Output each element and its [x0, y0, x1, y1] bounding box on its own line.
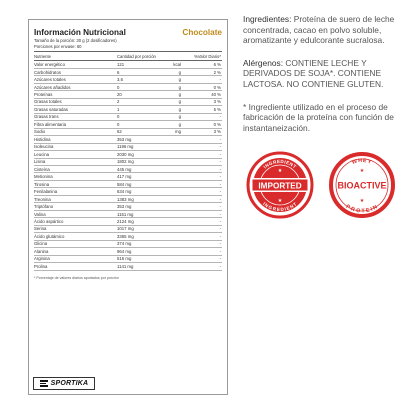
- nutrient-amount: [117, 144, 181, 149]
- nutrient-amount: [117, 129, 181, 134]
- imported-arc-top: INGREDIENT: [262, 158, 298, 170]
- daily-value: 0 %: [213, 121, 221, 127]
- daily-value: -: [219, 174, 221, 180]
- nutrient-amount: [117, 99, 181, 104]
- amount-value: 445 mg: [117, 166, 132, 172]
- table-header: [34, 52, 222, 61]
- nutrient-amount: [117, 62, 181, 67]
- amount-value: 417 mg: [117, 174, 132, 180]
- amount-value: 1196 mg: [117, 144, 134, 150]
- amount-unit: g: [178, 69, 181, 75]
- daily-value: 3 %: [213, 99, 221, 105]
- amount-value: 516 mg: [117, 256, 132, 262]
- nutrient-amount: [117, 256, 181, 261]
- nutrient-name: Arginina: [34, 256, 50, 262]
- badges: [245, 150, 405, 240]
- amount-value: 634 mg: [117, 189, 132, 195]
- amount-value: 1383 mg: [117, 196, 134, 202]
- table-row: [34, 248, 222, 255]
- amount-value: 2: [117, 99, 120, 105]
- bioactive-arc-top: WHEY: [351, 157, 373, 166]
- serving-size-label: Tamaño de la porción:: [34, 38, 76, 43]
- amount-value: 3,6: [117, 77, 123, 83]
- bioactive-star-bottom-icon: ★: [359, 198, 365, 204]
- nutrient-name: Tirosina: [34, 181, 50, 187]
- daily-value: -: [219, 144, 221, 150]
- bioactive-star-top-icon: ★: [359, 168, 365, 174]
- nutrient-name: Fenilalanina: [34, 189, 58, 195]
- amount-unit: g: [178, 84, 181, 90]
- ingredient-note: * Ingrediente utilizado en el proceso de fabricación de la proteína con función de instantaneización.: [243, 101, 394, 133]
- daily-value: 5 %: [213, 106, 221, 112]
- servings-value: 60: [76, 44, 82, 50]
- table-row: [34, 159, 222, 166]
- amount-value: 1141 mg: [117, 263, 134, 269]
- brand-mark-icon: [40, 380, 48, 386]
- nutrient-name: Histidina: [34, 136, 51, 142]
- amount-value: 3365 mg: [117, 233, 134, 239]
- imported-text: IMPORTED: [258, 181, 302, 191]
- amount-unit: g: [178, 106, 181, 112]
- amount-unit: g: [178, 92, 181, 98]
- nutrient-name: Triptófano: [34, 204, 54, 210]
- daily-value: -: [219, 151, 221, 157]
- daily-value: -: [219, 159, 221, 165]
- nutrient-amount: [117, 197, 181, 202]
- nutrient-name: Azúcares añadidos: [34, 84, 71, 90]
- servings-label: Porciones por envase:: [34, 44, 76, 50]
- table-row: [34, 233, 222, 240]
- nutrient-amount: [117, 226, 181, 231]
- nutrient-name: Azúcares totales: [34, 77, 66, 83]
- imported-star-bottom-icon: ★: [277, 198, 283, 204]
- daily-value: 0 %: [213, 84, 221, 90]
- nutrient-amount: [117, 174, 181, 179]
- nutrient-amount: [117, 137, 181, 142]
- table-row: [34, 129, 222, 136]
- nutrient-name: Cisteína: [34, 166, 50, 172]
- amount-value: 1: [117, 106, 120, 112]
- flavor-label: Chocolate: [182, 28, 222, 37]
- table-row: [34, 181, 222, 188]
- daily-value: -: [219, 196, 221, 202]
- amount-value: 2030 mg: [117, 151, 134, 157]
- ingredients-label: Ingredientes:: [243, 14, 292, 24]
- amount-value: 584 mg: [117, 181, 132, 187]
- serving-size: [34, 38, 222, 43]
- bioactive-text: BIOACTIVE: [337, 180, 387, 191]
- ingredients-text: Proteína de suero de leche concentrada, cacao en polvo soluble, aromatizante y edulcorante sucralosa.: [243, 14, 395, 46]
- amount-value: 0: [117, 114, 120, 120]
- table-row: [34, 151, 222, 158]
- nutrition-title: Información Nutricional: [34, 28, 126, 37]
- nutrient-amount: [117, 159, 181, 164]
- nutrient-name: Valor energético: [34, 62, 65, 68]
- nutrient-amount: [117, 122, 181, 127]
- amount-value: 121: [117, 62, 125, 68]
- imported-star-top-icon: ★: [277, 168, 283, 174]
- amount-value: 1017 mg: [117, 226, 134, 232]
- table-row: [34, 99, 222, 106]
- nutrient-name: Carbohidratos: [34, 69, 61, 75]
- nutrient-name: Serina: [34, 226, 47, 232]
- amount-value: 0: [117, 84, 120, 90]
- brand-name: SPORTIKA: [50, 380, 89, 387]
- amount-value: 0: [117, 121, 120, 127]
- nutrient-name: Alanina: [34, 248, 49, 254]
- ingredients-column: [243, 14, 403, 145]
- nutrient-name: Leucina: [34, 151, 50, 157]
- nutrient-amount: [117, 152, 181, 157]
- amount-value: 374 mg: [117, 241, 132, 247]
- table-row: [34, 203, 222, 210]
- ingredients-paragraph: [243, 14, 403, 46]
- allergens-label: Alérgenos:: [243, 57, 284, 68]
- table-row: [34, 84, 222, 91]
- svg-text:WHEY: [351, 158, 372, 166]
- serving-size-value: 30 g (2 dosificadores): [76, 38, 117, 43]
- nutrition-header: [34, 28, 222, 37]
- amount-value: 1802 mg: [117, 159, 134, 165]
- nutrient-name: Proteínas: [34, 92, 53, 98]
- table-row: [34, 136, 222, 143]
- table-row: [34, 144, 222, 151]
- daily-value: -: [219, 256, 221, 262]
- servings-per-container: [34, 44, 222, 49]
- nutrient-name: Treonina: [34, 196, 51, 202]
- nutrient-name: Ácido aspártico: [34, 218, 64, 224]
- nutrient-amount: [117, 204, 181, 209]
- nutrient-amount: [117, 85, 181, 90]
- amount-value: 964 mg: [117, 248, 132, 254]
- nutrient-amount: [117, 70, 181, 75]
- nutrient-amount: [117, 249, 181, 254]
- amount-value: 6: [117, 69, 120, 75]
- daily-value: -: [219, 189, 221, 195]
- amount-unit: g: [178, 99, 181, 105]
- daily-value: -: [219, 166, 221, 172]
- table-row: [34, 69, 222, 76]
- table-row: [34, 226, 222, 233]
- bioactive-whey-protein-badge-icon: [327, 150, 397, 220]
- daily-value: -: [219, 211, 221, 217]
- table-row: [34, 61, 222, 68]
- nutrient-name: Metionina: [34, 174, 53, 180]
- table-row: [34, 114, 222, 121]
- daily-value: -: [219, 233, 221, 239]
- daily-value: -: [219, 204, 221, 210]
- nutrient-amount: [117, 167, 181, 172]
- nutrient-amount: [117, 92, 181, 97]
- table-row: [34, 173, 222, 180]
- table-row: [34, 256, 222, 263]
- amount-unit: mg: [175, 129, 181, 135]
- table-row: [34, 106, 222, 113]
- imported-arc-bottom: INGREDIENT: [261, 201, 298, 213]
- nutrition-facts-panel: [28, 19, 228, 395]
- nutrient-rows: [34, 61, 222, 270]
- amount-value: 62: [117, 129, 122, 135]
- daily-value: -: [219, 263, 221, 269]
- nutrient-name: Grasas trans: [34, 114, 59, 120]
- daily-value: 2 %: [213, 69, 221, 75]
- table-row: [34, 166, 222, 173]
- nutrient-amount: [117, 212, 181, 217]
- table-row: [34, 211, 222, 218]
- table-row: [34, 91, 222, 98]
- nutrient-name: Fibra alimentaria: [34, 121, 67, 127]
- nutrient-amount: [117, 77, 181, 82]
- footnote: * Porcentaje de valores diarios aportados por porción: [34, 275, 119, 280]
- table-row: [34, 241, 222, 248]
- table-row: [34, 76, 222, 83]
- table-row: [34, 121, 222, 128]
- daily-value: -: [219, 218, 221, 224]
- daily-value: -: [219, 114, 221, 120]
- column-header-daily-value: %Valor Diario*: [194, 53, 221, 59]
- nutrient-name: Prolina: [34, 263, 48, 269]
- table-row: [34, 263, 222, 270]
- nutrient-name: Sodio: [34, 129, 45, 135]
- daily-value: -: [219, 181, 221, 187]
- daily-value: 3 %: [213, 129, 221, 135]
- nutrient-name: Isoleucina: [34, 144, 54, 150]
- nutrient-name: Glicina: [34, 241, 48, 247]
- daily-value: 6 %: [213, 62, 221, 68]
- amount-value: 20: [117, 92, 122, 98]
- table-row: [34, 188, 222, 195]
- nutrient-amount: [117, 234, 181, 239]
- amount-unit: g: [178, 77, 181, 83]
- table-row: [34, 196, 222, 203]
- daily-value: -: [219, 248, 221, 254]
- nutrient-name: Ácido glutámico: [34, 233, 65, 239]
- allergens-paragraph: [243, 58, 403, 90]
- nutrient-amount: [117, 219, 181, 224]
- amount-value: 353 mg: [117, 204, 132, 210]
- daily-value: -: [219, 226, 221, 232]
- nutrient-amount: [117, 189, 181, 194]
- amount-value: 353 mg: [117, 136, 132, 142]
- amount-unit: g: [178, 114, 181, 120]
- brand-logo: [33, 377, 95, 390]
- bioactive-arc-bottom: PROTEIN: [344, 203, 380, 215]
- nutrient-amount: [117, 114, 181, 119]
- amount-value: 2124 mg: [117, 218, 134, 224]
- nutrient-name: Grasas totales: [34, 99, 62, 105]
- daily-value: -: [219, 77, 221, 83]
- nutrient-amount: [117, 107, 181, 112]
- daily-value: 40 %: [211, 92, 221, 98]
- nutrient-name: Valina: [34, 211, 46, 217]
- nutrient-amount: [117, 182, 181, 187]
- amount-unit: kcal: [173, 62, 181, 68]
- daily-value: -: [219, 136, 221, 142]
- imported-ingredient-badge-icon: [245, 150, 315, 220]
- nutrient-name: Grasas saturadas: [34, 106, 68, 112]
- column-header-amount: Cantidad por porción: [117, 53, 156, 59]
- amount-unit: g: [178, 121, 181, 127]
- column-header-nutrient: Nutriente: [34, 53, 51, 59]
- nutrient-amount: [117, 241, 181, 246]
- nutrient-amount: [117, 264, 181, 269]
- daily-value: -: [219, 241, 221, 247]
- allergens-text: CONTIENE LECHE Y DERIVADOS DE SOJA*. CONTIENE LACTOSA. NO CONTIENE GLUTEN.: [243, 57, 384, 89]
- nutrient-name: Lisina: [34, 159, 46, 165]
- amount-value: 1151 mg: [117, 211, 134, 217]
- table-row: [34, 218, 222, 225]
